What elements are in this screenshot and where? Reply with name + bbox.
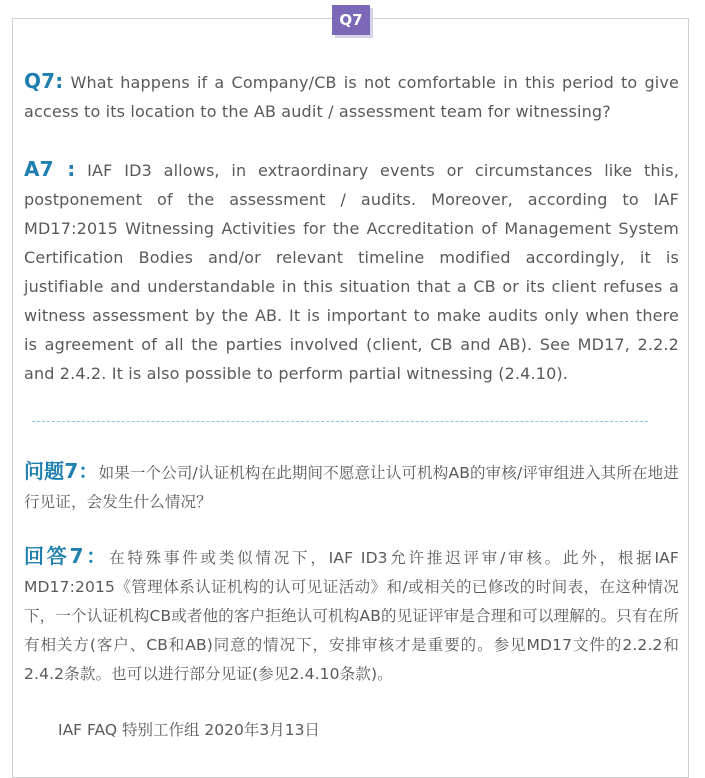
answer-chinese [24, 542, 679, 689]
section-divider [32, 421, 648, 422]
question-label-chinese: 问题7： [24, 459, 99, 483]
answer-english [24, 155, 679, 388]
answer-label-english: A7 : [24, 157, 76, 181]
question-text-english: What happens if a Company/CB is not comfortable in this period to give access to its location to the AB audit / assessment team for witnessing? [24, 73, 679, 121]
question-label-english: Q7: [24, 69, 64, 93]
source-signature: IAF FAQ 特别工作组 2020年3月13日 [58, 721, 320, 739]
answer-label-chinese: 回答7： [24, 544, 110, 568]
question-english [24, 67, 679, 126]
question-text-chinese: 如果一个公司/认证机构在此期间不愿意让认可机构AB的审核/评审组进入其所在地进行见证，会发生什么情况？ [24, 464, 679, 511]
question-chinese [24, 457, 679, 517]
answer-text-chinese: 在特殊事件或类似情况下，IAF ID3允许推迟评审/审核。此外，根据IAF MD17:2015《管理体系认证机构的认可见证活动》和/或相关的已修改的时间表，在这种情况下，一个认证机构CB或者他的客户拒绝认可机构AB的见证评审是合理和可以理解的。只有在所有相关方(客户、CB和AB)同意的情况下，安排审核才是重要的。参见MD17文件的2.2.2和2.4.2条款。也可以进行部分见证(参见2.4.10条款)。 [24, 549, 679, 683]
answer-text-english: IAF ID3 allows, in extraordinary events or circumstances like this, postponement of the assessment / audits. Moreover, according to IAF MD17:2015 Witnessing Activities for the Accreditation of Management System Certification Bodies and/or relevant timeline modified accordingly, it is justifiable and understandable in this situation that a CB or its client refuses a witness assessment by the AB. It is important to make audits only when there is agreement of all the parties involved (client, CB and AB). See MD17, 2.2.2 and 2.4.2. It is also possible to perform partial witnessing (2.4.10). [24, 161, 679, 383]
question-number-badge: Q7 [332, 5, 370, 35]
